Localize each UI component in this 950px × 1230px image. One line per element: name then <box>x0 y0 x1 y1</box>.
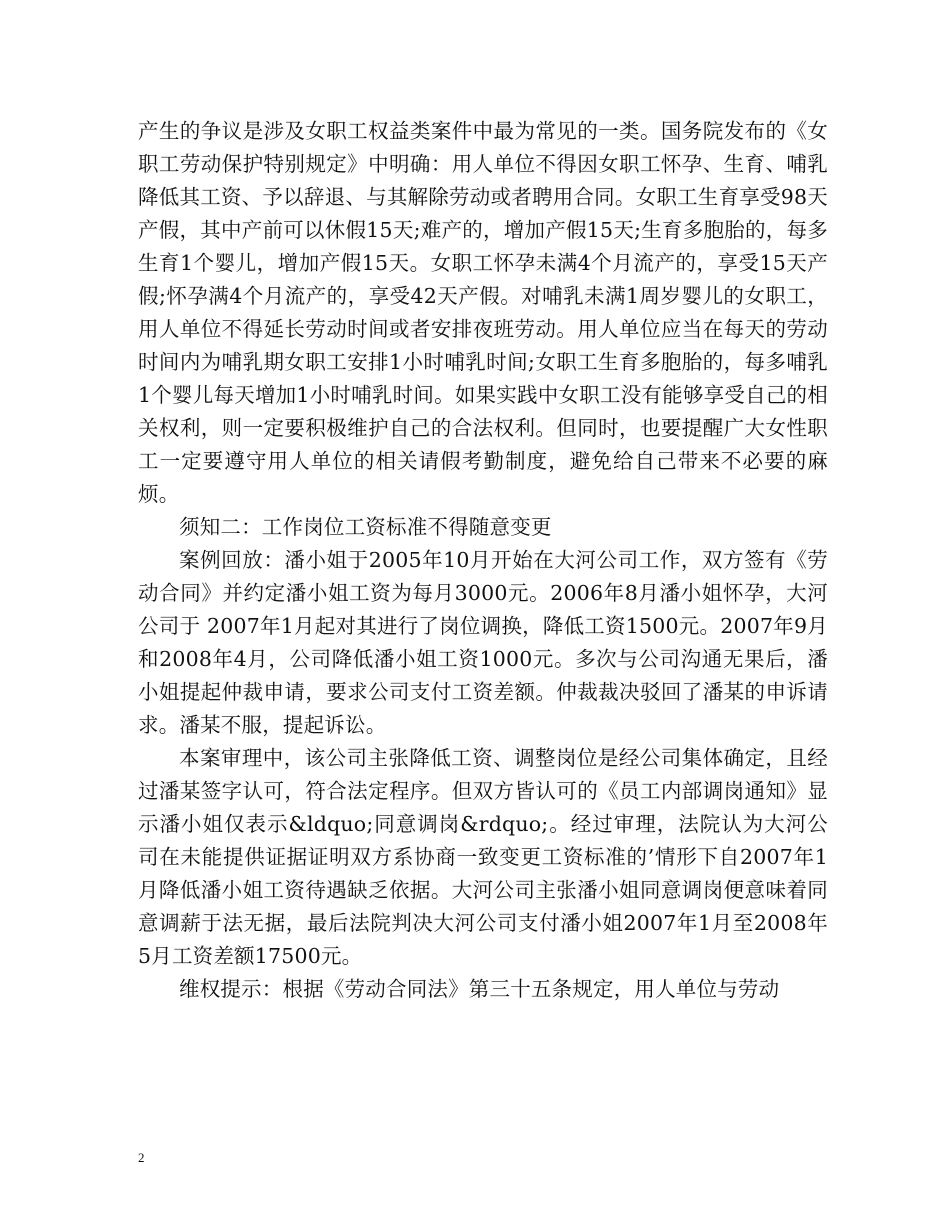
page-number: 2 <box>138 1150 145 1165</box>
paragraph-case-review: 案例回放：潘小姐于2005年10月开始在大河公司工作，双方签有《劳动合同》并约定潘小姐工资为每月3000元。2006年8月潘小姐怀孕，大河公司于 2007年1月起对其进行了岗位调换，降低工资1500元。2007年9月和2008年4月，公司降低潘小姐工资1000元。多次与公司沟通无果后，潘小姐提起仲裁申请，要求公司支付工资差额。仲裁裁决驳回了潘某的申诉请求。潘某不服，提起诉讼。 <box>138 548 828 737</box>
paragraph-rights-tip: 维权提示：根据《劳动合同法》第三十五条规定，用人单位与劳动 <box>179 977 780 1001</box>
document-body <box>138 115 828 1006</box>
section-heading: 须知二：工作岗位工资标准不得随意变更 <box>179 515 552 539</box>
paragraph-continued: 产生的争议是涉及女职工权益类案件中最为常见的一类。国务院发布的《女职工劳动保护特别规定》中明确：用人单位不得因女职工怀孕、生育、哺乳降低其工资、予以辞退、与其解除劳动或者聘用合同。女职工生育享受98天产假，其中产前可以休假15天;难产的，增加产假15天;生育多胞胎的，每多生育1个婴儿，增加产假15天。女职工怀孕未满4个月流产的，享受15天产假;怀孕满4个月流产的，享受42天产假。对哺乳未满1周岁婴儿的女职工，用人单位不得延长劳动时间或者安排夜班劳动。用人单位应当在每天的劳动时间内为哺乳期女职工安排1小时哺乳时间;女职工生育多胞胎的，每多哺乳1个婴儿每天增加1小时哺乳时间。如果实践中女职工没有能够享受自己的相关权利，则一定要积极维护自己的合法权利。但同时，也要提醒广大女性职工一定要遵守用人单位的相关请假考勤制度，避免给自己带来不必要的麻烦。 <box>138 119 828 506</box>
paragraph-trial: 本案审理中，该公司主张降低工资、调整岗位是经公司集体确定，且经过潘某签字认可，符合法定程序。但双方皆认可的《员工内部调岗通知》显示潘小姐仅表示&ldquo;同意调岗&rdquo;。经过审理，法院认为大河公司在未能提供证据证明双方系协商一致变更工资标准的’情形下自2007年1月降低潘小姐工资待遇缺乏依据。大河公司主张潘小姐同意调岗便意味着同意调薪于法无据，最后法院判决大河公司支付潘小姐2007年1月至2008年5月工资差额17500元。 <box>138 746 828 968</box>
